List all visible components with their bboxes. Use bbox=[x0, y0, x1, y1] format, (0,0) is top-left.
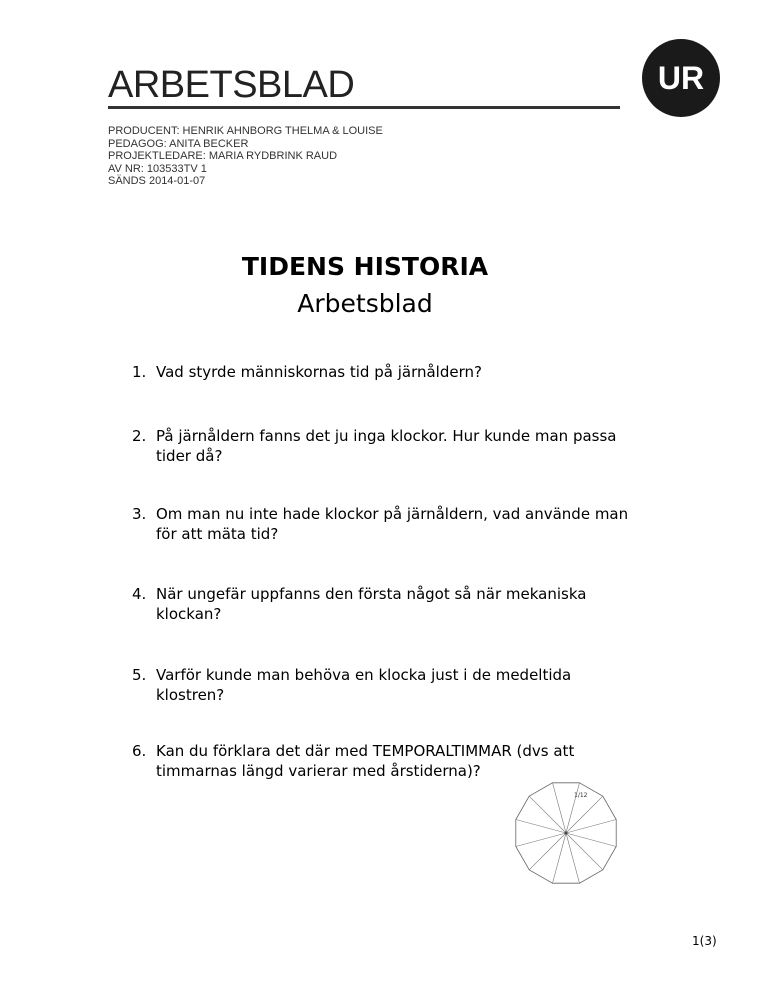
dial-spoke bbox=[529, 833, 566, 870]
credit-pedagogue: PEDAGOG: ANITA BECKER bbox=[108, 137, 249, 150]
credit-producer: PRODUCENT: HENRIK AHNBORG THELMA & LOUISE bbox=[108, 125, 383, 137]
question-5 bbox=[132, 665, 632, 705]
ur-logo bbox=[641, 38, 721, 118]
question-number: 2. bbox=[132, 427, 147, 445]
question-number: 6. bbox=[132, 742, 147, 760]
question-text: Vad styrde människornas tid på järnåldern? bbox=[156, 363, 482, 381]
dial-spoke bbox=[566, 833, 616, 847]
ur-logo-text: UR bbox=[657, 60, 705, 96]
dial-spoke bbox=[529, 796, 566, 833]
dial-spoke bbox=[566, 796, 603, 833]
dial-spoke bbox=[566, 820, 616, 834]
question-text: På järnåldern fanns det ju inga klockor. Hur kunde man passa tider då? bbox=[156, 427, 617, 465]
question-text: Kan du förklara det där med TEMPORALTIMMAR (dvs att timmarnas längd varierar med årstiderna)? bbox=[156, 742, 575, 780]
question-number: 1. bbox=[132, 363, 147, 381]
document-subtitle: Arbetsblad bbox=[297, 289, 433, 318]
dial-spoke bbox=[566, 783, 580, 833]
dial-segment-label: 1/12 bbox=[574, 792, 588, 799]
question-2 bbox=[132, 426, 632, 466]
production-credits bbox=[108, 125, 383, 188]
dial-center bbox=[565, 832, 568, 835]
dial-spoke bbox=[553, 783, 567, 833]
page-number: 1(3) bbox=[692, 934, 717, 948]
credit-project-lead: PROJEKTLEDARE: MARIA RYDBRINK RAUD bbox=[108, 150, 338, 162]
question-text: Varför kunde man behöva en klocka just i de medeltida klostren? bbox=[156, 666, 572, 704]
question-4 bbox=[132, 584, 632, 624]
question-number: 4. bbox=[132, 585, 147, 603]
question-number: 3. bbox=[132, 505, 147, 523]
dial-spoke bbox=[516, 820, 566, 834]
document-title: TIDENS HISTORIA bbox=[241, 252, 489, 281]
credit-av-number: AV NR: 103533TV 1 bbox=[108, 162, 207, 175]
dial-spoke bbox=[553, 833, 567, 883]
question-text: När ungefär uppfanns den första något så när mekaniska klockan? bbox=[156, 585, 587, 623]
question-3 bbox=[132, 504, 632, 544]
dial-spoke bbox=[566, 833, 603, 870]
credit-broadcast-date: SÄNDS 2014-01-07 bbox=[108, 175, 206, 187]
dial-spoke bbox=[566, 833, 580, 883]
question-text: Om man nu inte hade klockor på järnåldern, vad använde man för att mäta tid? bbox=[156, 505, 629, 543]
header-title: ARBETSBLAD bbox=[108, 64, 355, 106]
question-6 bbox=[132, 741, 632, 781]
temporal-hours-dial bbox=[508, 778, 624, 888]
question-number: 5. bbox=[132, 666, 147, 684]
dial-spoke bbox=[516, 833, 566, 847]
header-divider bbox=[108, 106, 620, 109]
question-1 bbox=[132, 362, 632, 382]
